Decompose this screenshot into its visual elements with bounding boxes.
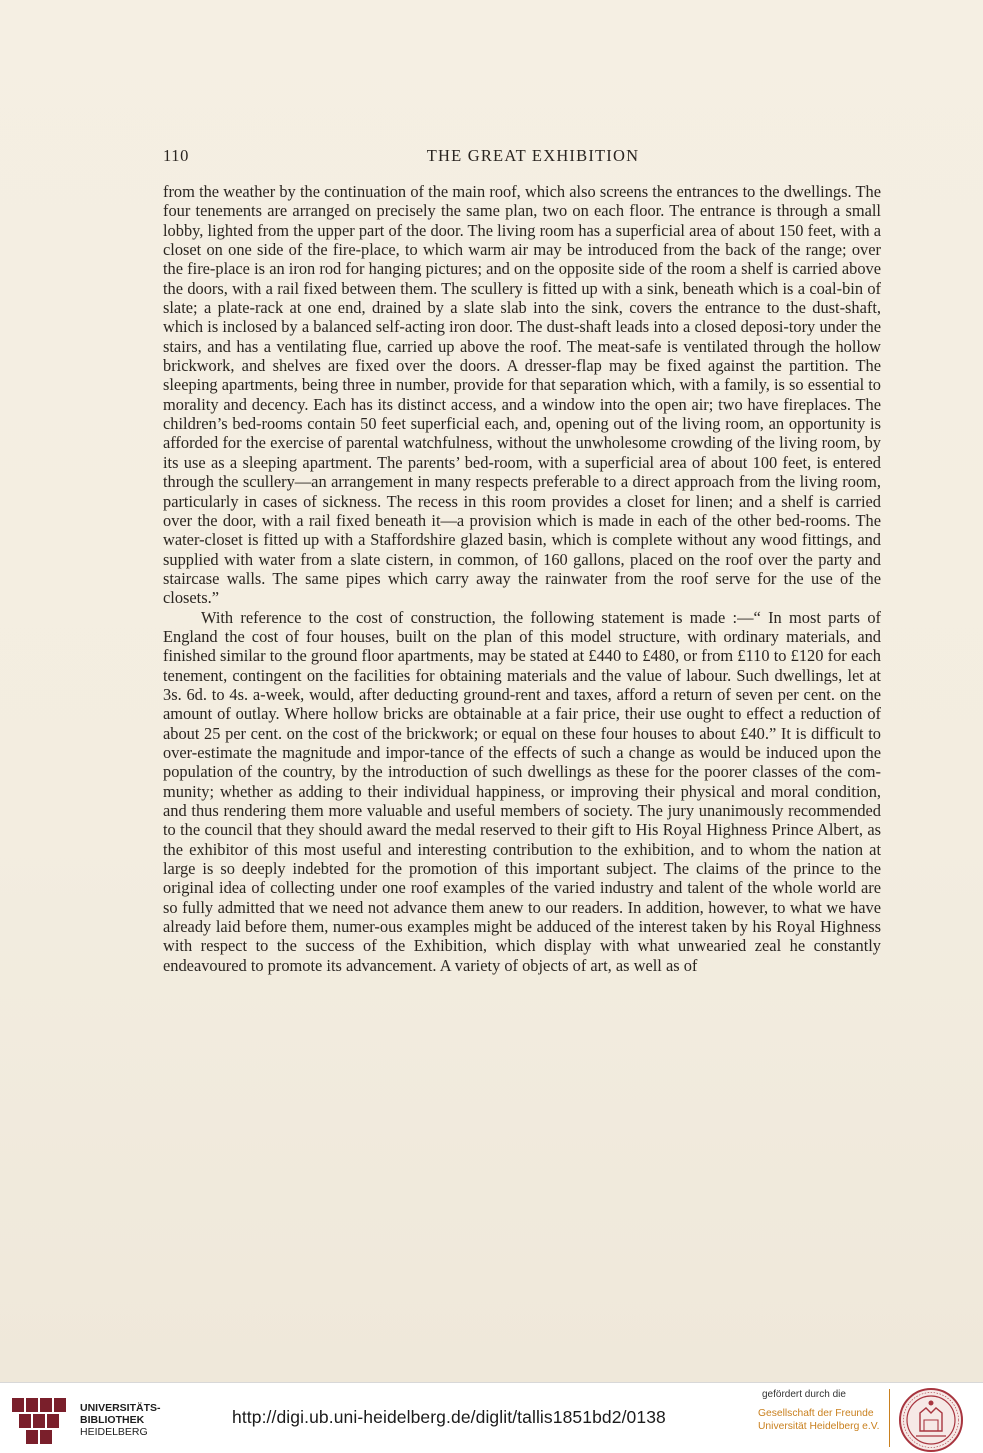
footer-bar	[0, 1382, 983, 1453]
university-library-name	[80, 1402, 161, 1438]
society-name-line-2: Universität Heidelberg e.V.	[758, 1421, 880, 1432]
university-seal-icon	[898, 1387, 964, 1453]
library-name-line-2: BIBLIOTHEK	[80, 1414, 145, 1426]
society-name	[758, 1407, 880, 1433]
body-text	[163, 182, 881, 975]
paragraph-cost-of-construction: With reference to the cost of construction, the following statement is made :—“ In most parts of England the cost of four houses, built on the plan of this model structure, with ordinary materials, and finished similar to the ground floor apartments, may be stated at £440 to £480, or from £110 to £120 for each tenement, contingent on the facilities for obtaining materials and the value of labour. Such dwellings, let at 3s. 6d. to 4s. a-week, would, after deducting ground-rent and taxes, afford a return of seven per cent. on the amount of outlay. Where hollow bricks are obtainable at a fair price, their use ought to effect a reduction of about 25 per cent. on the cost of the brickwork; or equal on these four houses to about £40.” It is difficult to over-estimate the magnitude and impor-tance of the effects of such a change as would be induced upon the population of the country, by the introduction of such dwellings as these for the poorer classes of the com-munity; whether as adding to their individual happiness, or improving their physical and moral condition, and thus rendering them more valuable and useful members of society. The jury unanimously recommended to the council that they should award the medal reserved to their gift to His Royal Highness Prince Albert, as the exhibitor of this most useful and interesting contribution to the exhibition, and to whom the nation at large is so deeply indebted for the promotion of this important subject. The claims of the prince to the original idea of collecting under one roof examples of the varied industry and talent of the whole world are so fully admitted that we need not advance them anew to our readers. In addition, however, to what we have already laid before them, numer-ous examples might be adduced of the interest taken by his Royal Highness with respect to the success of the Exhibition, which display with what unwearied zeal he constantly endeavoured to promote its advancement. A variety of objects of art, as well as of	[163, 607, 881, 975]
document-url-link[interactable]: http://digi.ub.uni-heidelberg.de/diglit/tallis1851bd2/0138	[232, 1407, 666, 1427]
running-title: THE GREAT EXHIBITION	[426, 146, 640, 165]
page-number: 110	[163, 146, 189, 165]
library-name-line-1: UNIVERSITÄTS-	[80, 1402, 161, 1414]
footer-divider	[889, 1389, 890, 1447]
running-head	[163, 146, 881, 168]
society-name-line-1: Gesellschaft der Freunde	[758, 1408, 874, 1419]
university-library-logo-icon	[10, 1396, 70, 1446]
supported-by-label: gefördert durch die	[762, 1389, 846, 1400]
paragraph-continuation: from the weather by the continuation of the main roof, which also screens the entrances to the dwellings. The four tenements are arranged on precisely the same plan, two on each floor. The entrance is through a small lobby, lighted from the upper part of the door. The living room has a superficial area of about 150 feet, with a closet on one side of the fire-place, to which warm air may be introduced from the back of the range; over the fire-place is an iron rod for hanging pictures; and on the opposite side of the room a shelf is carried above the doors, with a rail fixed between them. The scullery is fitted up with a sink, beneath which is a coal-bin of slate; a plate-rack at one end, drained by a slate slab into the sink, covers the entrance to the dust-shaft, which is inclosed by a balanced self-acting iron door. The dust-shaft leads into a closed deposi-tory under the stairs, and has a ventilating flue, carried up above the roof. The meat-safe is ventilated through the hollow brickwork, and shelves are fixed over the doors. A dresser-flap may be fixed against the partition. The sleeping apartments, being three in number, provide for that separation which, with a family, is so essential to morality and decency. Each has its distinct access, and a window into the open air; two have fireplaces. The children’s bed-rooms contain 50 feet superficial each, and, opening out of the living room, an opportunity is afforded for the exercise of parental watchfulness, without the unwholesome crowding of the living room, by its use as a sleeping apartment. The parents’ bed-room, with a superficial area of about 100 feet, is entered through the scullery—an arrangement in many respects preferable to a direct approach from the living room, particularly in cases of sickness. The recess in this room provides a closet for linen; and a shelf is carried over the door, with a rail fixed beneath it—a provision which is made in each of the other bed-rooms. The water-closet is fitted up with a Staffordshire glazed basin, which is complete without any wood fittings, and supplied with water from a slate cistern, in common, of 160 gallons, placed on the roof over the party and staircase walls. The same pipes which carry away the rainwater from the roof serve for the use of the closets.”	[163, 182, 881, 608]
library-name-line-3: HEIDELBERG	[80, 1426, 148, 1438]
